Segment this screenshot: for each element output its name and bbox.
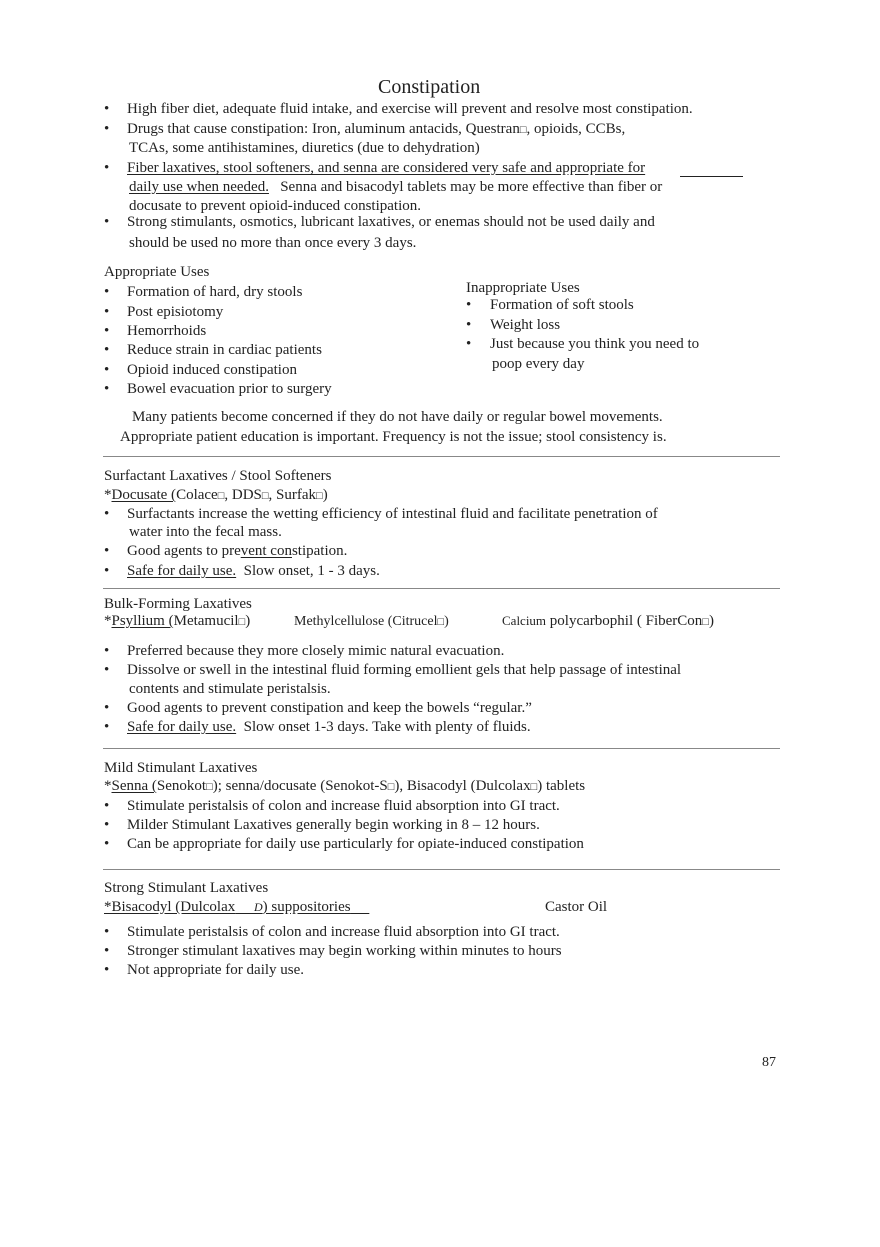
body-line: Stimulate peristalsis of colon and increase fluid absorption into GI tract. [127,924,560,940]
drug-line: Methylcellulose (Citrucel□) [294,614,449,629]
section-divider [103,456,780,457]
appropriate-heading: Appropriate Uses [104,264,210,280]
list-item: Opioid induced constipation [127,362,297,378]
page-number: 87 [762,1055,776,1070]
drug-line: Castor Oil [545,899,608,915]
bullet: • [104,643,110,659]
intro-line: Drugs that cause constipation: Iron, aluminum antacids, Questran□, opioids, CCBs, [127,121,626,137]
bullet: • [104,836,110,852]
list-item: Bowel evacuation prior to surgery [127,381,332,397]
intro-line: daily use when needed. Senna and bisacodyl tablets may be more effective than fiber or [129,179,663,195]
bullet: • [104,284,110,300]
body-line: water into the fecal mass. [129,524,282,540]
body-line: Good agents to prevent constipation and keep the bowels “regular.” [127,700,532,716]
bullet: • [104,362,110,378]
bullet: • [104,798,110,814]
drug-line: *Docusate (Colace□, DDS□, Surfak□) [104,487,328,503]
bullet: • [104,214,110,230]
drug-line: *Bisacodyl (Dulcolax D) suppositories [104,899,351,915]
bullet: • [104,943,110,959]
bullet: • [466,317,472,333]
bullet: • [104,817,110,833]
section-heading: Surfactant Laxatives / Stool Softeners [104,468,332,484]
body-line: Not appropriate for daily use. [127,962,305,978]
body-line: Dissolve or swell in the intestinal fluid forming emollient gels that help passage of intestinal [127,662,682,678]
bullet: • [104,381,110,397]
list-item: Post episiotomy [127,304,224,320]
section-divider [103,869,780,870]
bullet: • [104,924,110,940]
section-divider [103,748,780,749]
body-line: Preferred because they more closely mimic natural evacuation. [127,643,505,659]
list-item: Reduce strain in cardiac patients [127,342,322,358]
bullet: • [104,962,110,978]
drug-line: Calcium polycarbophil ( FiberCon□) [502,613,714,629]
body-line: Safe for daily use. Slow onset, 1 - 3 days. [127,563,380,579]
list-item: Weight loss [490,317,561,333]
bullet: • [466,336,472,352]
bullet: • [104,563,110,579]
page-title: Constipation [378,76,481,98]
intro-line: Fiber laxatives, stool softeners, and senna are considered very safe and appropriate for [127,160,646,176]
bullet: • [104,323,110,339]
bullet: • [104,101,110,117]
intro-line: High fiber diet, adequate fluid intake, and exercise will prevent and resolve most constipation. [127,101,693,117]
section-heading: Strong Stimulant Laxatives [104,880,269,896]
body-line: Milder Stimulant Laxatives generally begin working in 8 – 12 hours. [127,817,540,833]
bullet: • [104,506,110,522]
drug-line: *Senna (Senokot□); senna/docusate (Senokot-S□), Bisacodyl (Dulcolax□) tablets [104,778,586,794]
drug-line: *Psyllium (Metamucil□) [104,613,251,629]
note-line: Many patients become concerned if they do not have daily or regular bowel movements. [132,409,663,425]
body-line: Safe for daily use. Slow onset 1-3 days. Take with plenty of fluids. [127,719,531,735]
bullet: • [104,160,110,176]
section-divider [103,588,780,589]
intro-line: TCAs, some antihistamines, diuretics (due to dehydration) [129,140,480,156]
list-item: Formation of soft stools [490,297,634,313]
bullet: • [466,297,472,313]
intro-line: docusate to prevent opioid-induced constipation. [129,198,422,214]
bullet: • [104,719,110,735]
bullet: • [104,304,110,320]
list-item: Hemorrhoids [127,323,207,339]
intro-line: should be used no more than once every 3 days. [129,235,417,251]
body-line: Surfactants increase the wetting efficiency of intestinal fluid and facilitate penetration of [127,506,658,522]
body-line: Good agents to prevent constipation. [127,543,348,559]
inappropriate-heading: Inappropriate Uses [466,280,580,296]
section-heading: Bulk-Forming Laxatives [104,596,252,612]
bullet: • [104,342,110,358]
list-item: Just because you think you need to [490,336,700,352]
bullet: • [104,121,110,137]
underline-rule [680,176,743,177]
intro-line: Strong stimulants, osmotics, lubricant laxatives, or enemas should not be used daily and [127,214,655,230]
list-item-continuation: poop every day [492,356,585,372]
body-line: Stronger stimulant laxatives may begin working within minutes to hours [127,943,562,959]
bullet: • [104,543,110,559]
note-line: Appropriate patient education is important. Frequency is not the issue; stool consistency is. [120,429,667,445]
body-line: Stimulate peristalsis of colon and increase fluid absorption into GI tract. [127,798,560,814]
bullet: • [104,662,110,678]
list-item: Formation of hard, dry stools [127,284,303,300]
body-line: Can be appropriate for daily use particularly for opiate-induced constipation [127,836,584,852]
body-line: contents and stimulate peristalsis. [129,681,331,697]
bullet: • [104,700,110,716]
section-heading: Mild Stimulant Laxatives [104,760,258,776]
